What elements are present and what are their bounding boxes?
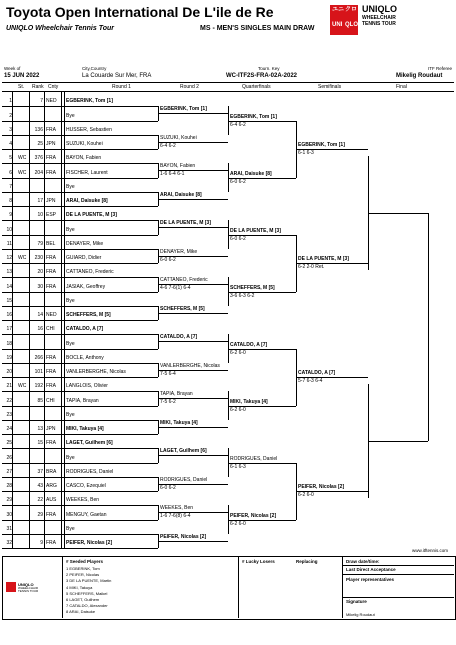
entry-name: JASIAK, Geoffrey bbox=[66, 283, 106, 290]
bracket-line bbox=[2, 249, 158, 250]
entry-rank: 136 bbox=[34, 126, 43, 133]
draw-position: 17 bbox=[6, 326, 12, 333]
semifinal-name: DE LA PUENTE, M [3] bbox=[298, 256, 349, 262]
entry-name: BAYON, Fabien bbox=[66, 155, 102, 162]
round2-name: RODRIGUES, Daniel bbox=[160, 476, 208, 483]
entry-name: MENGUY, Gaetan bbox=[66, 511, 107, 518]
draw-position: 19 bbox=[6, 354, 12, 361]
city-label: City,Country bbox=[82, 66, 107, 71]
draw-position: 23 bbox=[6, 411, 12, 418]
logo-glyph: QLO bbox=[345, 22, 358, 28]
bracket-line bbox=[44, 92, 45, 548]
bracket-line bbox=[2, 448, 158, 449]
replacing-header: Replacing bbox=[296, 559, 318, 564]
footer-logo bbox=[6, 582, 58, 592]
bracket-line bbox=[2, 263, 158, 264]
entry-name: Bye bbox=[66, 112, 75, 119]
bracket-line bbox=[158, 341, 228, 342]
seeded-player: 7 CATALDO, Alexander bbox=[66, 603, 108, 609]
seeded-player: 6 LAGET, Guilhem bbox=[66, 597, 100, 602]
footer-brand-sub-line: TENNIS TOUR bbox=[18, 589, 39, 593]
draw-position: 22 bbox=[6, 397, 12, 404]
bracket-line bbox=[158, 227, 228, 228]
round2-name: WEEKES, Ben bbox=[160, 505, 194, 512]
round2-name: BAYON, Fabien bbox=[160, 163, 196, 170]
bracket-line bbox=[2, 292, 158, 293]
draw-position: 25 bbox=[6, 440, 12, 447]
draw-position: 21 bbox=[6, 383, 12, 390]
footer-brand-sub-line: WHEELCHAIR bbox=[18, 586, 39, 590]
bracket-line bbox=[2, 306, 158, 307]
round2-score: 6-4 6-2 bbox=[160, 142, 176, 149]
signature-label: Signature bbox=[346, 599, 367, 604]
entry-status: WC bbox=[18, 169, 27, 176]
entry-rank: 25 bbox=[37, 141, 43, 147]
bracket-line bbox=[158, 427, 228, 428]
bracket-line bbox=[2, 334, 158, 335]
bracket-line bbox=[12, 92, 13, 548]
entry-country: CHI bbox=[46, 397, 55, 404]
semifinal-name: CATALDO, A [7] bbox=[298, 370, 336, 376]
week-label: Week of bbox=[4, 66, 21, 71]
ref-label: ITF Referee bbox=[428, 66, 453, 71]
entry-rank: 13 bbox=[37, 426, 43, 432]
lucky-losers-header: # Lucky Losers bbox=[242, 559, 275, 564]
bracket-line bbox=[2, 520, 158, 521]
semifinal-name: PEIFER, Nicolas [2] bbox=[298, 484, 345, 490]
entry-rank: 37 bbox=[37, 468, 43, 475]
bracket-line bbox=[2, 491, 158, 492]
round2-score: 7-5 6-4 bbox=[160, 370, 176, 377]
round2-name: EGBERINK, Tom [1] bbox=[160, 106, 207, 113]
footer-brand: UNIQLO bbox=[18, 582, 34, 587]
round2-score: 6-0 6-2 bbox=[160, 256, 176, 263]
entry-name: ARAI, Daisuke [8] bbox=[66, 198, 108, 204]
round2-name: SUZUKI, Kouhei bbox=[160, 134, 197, 141]
round2-name: VANLERBERGHE, Nicolas bbox=[160, 362, 220, 369]
logo-glyph: クロ bbox=[345, 7, 358, 13]
draw-position: 1 bbox=[9, 98, 12, 105]
bracket-line bbox=[2, 477, 158, 478]
draw-position: 5 bbox=[9, 155, 12, 162]
bracket-line bbox=[2, 135, 158, 136]
entry-name: Bye bbox=[66, 297, 75, 304]
bracket-line bbox=[2, 363, 158, 364]
entry-rank: 101 bbox=[34, 369, 43, 375]
itf-url[interactable]: www.itftennis.com bbox=[411, 548, 448, 553]
bracket-line bbox=[2, 178, 158, 179]
entry-name: Bye bbox=[66, 183, 75, 190]
bracket-line bbox=[368, 213, 428, 214]
entry-country: BRA bbox=[46, 468, 57, 475]
entry-name: CATALDO, A [7] bbox=[66, 326, 104, 333]
quarterfinal-score: 6-0 6-2 bbox=[230, 178, 246, 185]
entry-rank: 14 bbox=[37, 312, 43, 318]
seeded-header: # Seeded Players bbox=[66, 559, 104, 564]
quarterfinal-score: 6-2 6-0 bbox=[230, 520, 246, 527]
draw-position: 10 bbox=[6, 226, 12, 233]
round2-name: ARAI, Daisuke [8] bbox=[160, 191, 202, 198]
quarterfinal-score: 6-0 6-2 bbox=[230, 235, 246, 242]
quarterfinal-name: PEIFER, Nicolas [2] bbox=[230, 512, 277, 519]
round2-score: 7-5 6-2 bbox=[160, 399, 176, 406]
bracket-line bbox=[64, 92, 65, 548]
draw-position: 6 bbox=[9, 169, 12, 176]
bracket-line bbox=[428, 213, 429, 441]
entry-country: CHI bbox=[46, 326, 55, 333]
entry-rank: 79 bbox=[37, 240, 43, 247]
col-header: Round 2 bbox=[180, 84, 199, 90]
week-value: 15 JUN 2022 bbox=[4, 73, 40, 79]
entry-rank: 17 bbox=[37, 198, 43, 204]
entry-name: SUZUKI, Kouhei bbox=[66, 141, 103, 147]
draw-position: 3 bbox=[9, 126, 12, 133]
quarterfinal-name: SCHEFFERS, M [5] bbox=[230, 284, 275, 291]
semifinal-score: 5-7 6-3 6-4 bbox=[298, 378, 323, 384]
draw-position: 20 bbox=[6, 369, 12, 375]
quarterfinal-name: ARAI, Daisuke [8] bbox=[230, 170, 272, 177]
draw-position: 13 bbox=[6, 269, 12, 276]
draw-position: 27 bbox=[6, 468, 12, 475]
bracket-line bbox=[61, 92, 62, 548]
bracket-line bbox=[2, 505, 158, 506]
entry-name: GUIARD, Didier bbox=[66, 255, 102, 261]
draw-position: 9 bbox=[9, 212, 12, 219]
entry-rank: 29 bbox=[37, 511, 43, 518]
entry-country: NED bbox=[46, 98, 57, 105]
entry-rank: 204 bbox=[34, 169, 43, 176]
bracket-line bbox=[158, 313, 228, 314]
entry-rank: 15 bbox=[37, 440, 43, 447]
round2-name: DE LA PUENTE, M [3] bbox=[160, 220, 211, 227]
entry-country: FRA bbox=[46, 155, 56, 162]
bracket-line bbox=[29, 92, 30, 548]
brand-sub-line: WHEELCHAIR bbox=[362, 15, 396, 21]
col-header: Semifinals bbox=[318, 84, 342, 90]
bracket-line bbox=[2, 548, 158, 549]
bracket-line bbox=[158, 541, 228, 542]
draw-position: 14 bbox=[6, 283, 12, 290]
entry-rank: 85 bbox=[37, 397, 43, 404]
entry-name: Bye bbox=[66, 226, 75, 233]
round2-score: 1-6 6-4 6-1 bbox=[160, 171, 185, 178]
draw-position: 32 bbox=[6, 540, 12, 546]
col-header: Cnty bbox=[48, 84, 59, 90]
semifinal-name: EGBERINK, Tom [1] bbox=[298, 142, 345, 148]
bracket-line bbox=[2, 277, 158, 278]
quarterfinal-name: CATALDO, A [7] bbox=[230, 341, 268, 348]
entry-rank: 43 bbox=[37, 483, 43, 489]
bracket-line bbox=[2, 235, 158, 236]
draw-position: 2 bbox=[9, 112, 12, 119]
logo-mark bbox=[6, 582, 16, 592]
quarterfinal-name: EGBERINK, Tom [1] bbox=[230, 113, 277, 120]
entry-name: WEEKES, Ben bbox=[66, 497, 100, 504]
bracket-line bbox=[158, 199, 228, 200]
round2-name: TAPIA, Brayan bbox=[160, 391, 193, 398]
entry-rank: 266 bbox=[34, 354, 43, 361]
entry-rank: 22 bbox=[37, 497, 43, 504]
last-direct-label: Last Direct Acceptance bbox=[346, 567, 396, 572]
bracket-line bbox=[2, 192, 158, 193]
tour-subtitle: UNIQLO Wheelchair Tennis Tour bbox=[6, 25, 114, 32]
entry-rank: 20 bbox=[37, 269, 43, 276]
uniqlo-logo bbox=[330, 5, 358, 35]
draw-position: 29 bbox=[6, 497, 12, 504]
col-header: Rank bbox=[32, 84, 44, 90]
entry-country: BEL bbox=[46, 240, 56, 247]
entry-name: RODRIGUES, Daniel bbox=[66, 468, 114, 475]
entry-name: CASCO, Ezequiel bbox=[66, 483, 106, 489]
bracket-line bbox=[368, 441, 428, 442]
col-header: Quarterfinals bbox=[242, 84, 271, 90]
draw-position: 28 bbox=[6, 483, 12, 489]
entry-rank: 7 bbox=[40, 98, 43, 105]
seeded-player: 5 SCHEFFERS, Maikel bbox=[66, 590, 108, 596]
seeded-player: 2 PEIFER, Nicolas bbox=[66, 572, 100, 578]
bracket-line bbox=[2, 206, 158, 207]
draw-position: 15 bbox=[6, 297, 12, 304]
tournament-title: Toyota Open International De L'ile de Re bbox=[6, 4, 274, 20]
entry-rank: 9 bbox=[40, 540, 43, 546]
entry-country: FRA bbox=[46, 511, 56, 518]
round2-name: DENAYER, Mike bbox=[160, 248, 198, 255]
entry-country: JPN bbox=[46, 141, 56, 147]
col-header: Round 1 bbox=[112, 84, 131, 90]
entry-rank: 230 bbox=[34, 255, 43, 261]
bracket-line bbox=[158, 455, 228, 456]
footer-brand-sub bbox=[18, 587, 38, 593]
entry-status: WC bbox=[18, 383, 27, 390]
draw-position: 26 bbox=[6, 454, 12, 461]
entry-country: FRA bbox=[46, 283, 56, 290]
draw-position: 4 bbox=[9, 141, 12, 147]
entry-rank: 16 bbox=[37, 326, 43, 333]
entry-name: VANLERBERGHE, Nicolas bbox=[66, 369, 126, 375]
entry-country: ESP bbox=[46, 212, 57, 219]
entry-name: DE LA PUENTE, M [3] bbox=[66, 212, 117, 219]
bracket-line bbox=[2, 163, 158, 164]
entry-rank: 30 bbox=[37, 283, 43, 290]
bracket-line bbox=[158, 113, 228, 114]
entry-country: NED bbox=[46, 312, 57, 318]
entry-name: EGBERINK, Tom [1] bbox=[66, 98, 113, 105]
brand-sub bbox=[362, 15, 396, 27]
col-header: St. bbox=[18, 84, 25, 90]
entry-name: Bye bbox=[66, 411, 75, 418]
entry-name: FISCHER, Laurent bbox=[66, 169, 108, 176]
key-value: WC-ITF2S-FRA-02A-2022 bbox=[226, 73, 298, 79]
quarterfinal-score: 6-2 6-0 bbox=[230, 349, 246, 356]
seeded-player: 1 EGBERINK, Tom bbox=[66, 566, 100, 571]
round2-name: MIKI, Takuya [4] bbox=[160, 419, 198, 426]
col-header: Final bbox=[396, 84, 407, 90]
quarterfinal-score: 3-6 6-3 6-2 bbox=[230, 292, 255, 299]
brand-name: UNIQLO bbox=[362, 4, 397, 14]
draw-position: 7 bbox=[9, 183, 12, 190]
entry-country: FRA bbox=[46, 255, 56, 261]
semifinal-score: 6-2 6-0 bbox=[298, 492, 314, 498]
signature-name: Mikelig Roudaut bbox=[346, 612, 375, 617]
bracket-line bbox=[2, 534, 158, 535]
entry-country: FRA bbox=[46, 354, 56, 361]
entry-country: FRA bbox=[46, 540, 56, 546]
draw-position: 24 bbox=[6, 426, 12, 432]
entry-name: BOCLE, Anthony bbox=[66, 354, 104, 361]
entry-name: SCHEFFERS, M [5] bbox=[66, 312, 111, 318]
bracket-line bbox=[2, 377, 158, 378]
round2-score: 4-6 7-6(1) 6-4 bbox=[160, 285, 191, 292]
bracket-line bbox=[2, 220, 158, 221]
bracket-line bbox=[2, 420, 158, 421]
entry-name: HUSSER, Sebastien bbox=[66, 126, 112, 133]
city-value: La Couarde Sur Mer, FRA bbox=[82, 73, 152, 79]
entry-name: MIKI, Takuya [4] bbox=[66, 426, 104, 432]
quarterfinal-score: 6-1 6-3 bbox=[230, 463, 246, 470]
bracket-line bbox=[2, 149, 158, 150]
quarterfinal-name: MIKI, Takuya [4] bbox=[230, 398, 268, 405]
draw-position: 16 bbox=[6, 312, 12, 318]
seeded-player: 4 MIKI, Takuya bbox=[66, 584, 93, 590]
entry-name: CATTANEO, Frederic bbox=[66, 269, 114, 276]
bracket-line bbox=[2, 349, 158, 350]
quarterfinal-score: 6-4 6-2 bbox=[230, 121, 246, 128]
bracket-line bbox=[2, 463, 158, 464]
bracket-line bbox=[2, 106, 158, 107]
entry-country: JPN bbox=[46, 426, 56, 432]
bracket-line bbox=[2, 434, 158, 435]
entry-rank: 10 bbox=[37, 212, 43, 219]
seeded-player: 3 DE LA PUENTE, Martin bbox=[66, 578, 112, 584]
seeded-player: 8 ARAI, Daisuke bbox=[66, 609, 96, 615]
logo-glyph: UNI bbox=[332, 22, 343, 28]
draw-position: 11 bbox=[6, 240, 12, 247]
draw-date-label: Draw date/time: bbox=[346, 559, 380, 564]
round2-name: SCHEFFERS, M [5] bbox=[160, 305, 205, 312]
round2-score: 6-0 6-2 bbox=[160, 484, 176, 491]
quarterfinal-score: 6-2 6-0 bbox=[230, 406, 246, 413]
entry-country: FRA bbox=[46, 369, 56, 375]
entry-name: DENAYER, Mike bbox=[66, 240, 104, 247]
draw-position: 8 bbox=[9, 198, 12, 204]
entry-country: AUS bbox=[46, 497, 57, 504]
entry-status: WC bbox=[18, 255, 27, 261]
entry-rank: 376 bbox=[34, 155, 43, 162]
round2-name: CATALDO, A [7] bbox=[160, 334, 198, 341]
draw-position: 12 bbox=[6, 255, 12, 261]
draw-position: 31 bbox=[6, 525, 12, 532]
semifinal-score: 6-2 2-0 Ret. bbox=[298, 264, 325, 270]
draw-position: 18 bbox=[6, 340, 12, 347]
entry-country: ARG bbox=[46, 483, 57, 489]
entry-country: FRA bbox=[46, 126, 56, 133]
quarterfinal-name: DE LA PUENTE, M [3] bbox=[230, 227, 281, 234]
entry-country: FRA bbox=[46, 383, 56, 390]
quarterfinal-name: RODRIGUES, Daniel bbox=[230, 455, 278, 462]
bracket-line bbox=[2, 320, 158, 321]
entry-country: FRA bbox=[46, 440, 56, 447]
entry-name: Bye bbox=[66, 454, 75, 461]
semifinal-score: 6-1 6-3 bbox=[298, 150, 314, 156]
draw-position: 30 bbox=[6, 511, 12, 518]
entry-name: LAGET, Guilhem [6] bbox=[66, 440, 113, 447]
bracket-line bbox=[2, 121, 158, 122]
entry-name: Bye bbox=[66, 525, 75, 532]
logo-glyph: ユニ bbox=[332, 7, 345, 13]
entry-name: TAPIA, Brayan bbox=[66, 397, 99, 404]
bracket-line bbox=[2, 391, 158, 392]
key-label: Tourn. Key bbox=[258, 66, 280, 71]
entry-country: FRA bbox=[46, 269, 56, 276]
entry-status: WC bbox=[18, 155, 27, 162]
round2-name: LAGET, Guilhem [6] bbox=[160, 448, 207, 455]
round2-name: PEIFER, Nicolas [2] bbox=[160, 533, 207, 540]
round2-score: 1-6 7-6(8) 6-4 bbox=[160, 513, 191, 520]
brand-sub-line: TENNIS TOUR bbox=[362, 21, 396, 27]
entry-rank: 192 bbox=[34, 383, 43, 390]
player-reps-label: Player representatives bbox=[346, 577, 395, 582]
ref-value: Mikelig Roudaut bbox=[396, 73, 443, 79]
round2-name: CATTANEO, Frederic bbox=[160, 277, 208, 284]
bracket-line bbox=[2, 406, 158, 407]
entry-name: Bye bbox=[66, 340, 75, 347]
entry-name: LANGLOIS, Olivier bbox=[66, 383, 108, 390]
entry-country: JPN bbox=[46, 198, 56, 204]
entry-country: FRA bbox=[46, 169, 56, 176]
draw-type: MS - MEN'S SINGLES MAIN DRAW bbox=[200, 25, 315, 32]
entry-name: PEIFER, Nicolas [2] bbox=[66, 540, 113, 546]
